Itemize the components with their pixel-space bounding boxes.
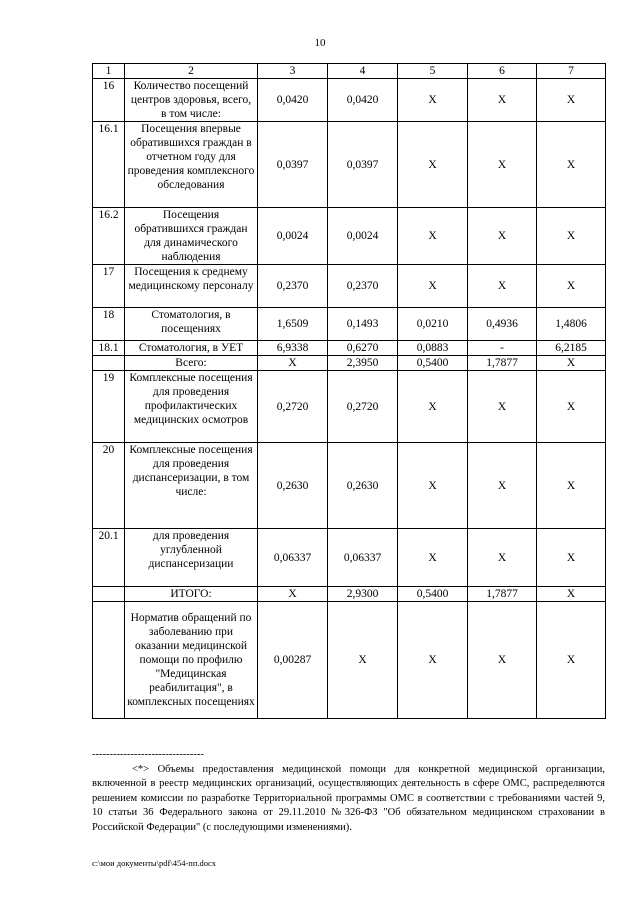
value-col3: 0,06337: [258, 529, 328, 587]
value-col3: 0,2630: [258, 443, 328, 529]
value-col6: Х: [468, 265, 537, 308]
value-col7: Х: [537, 208, 606, 265]
value-col5: Х: [398, 602, 468, 719]
row-name: Комплексные посещения для проведения диспансеризации, в том числе:: [125, 443, 258, 529]
value-col4: 2,9300: [328, 587, 398, 602]
table-row: [93, 443, 606, 529]
row-number: 19: [93, 371, 125, 443]
table-row: [93, 341, 606, 356]
value-col6: 0,4936: [468, 308, 537, 341]
volume-table: [92, 63, 606, 719]
value-col3: 1,6509: [258, 308, 328, 341]
value-col6: Х: [468, 529, 537, 587]
value-col3: Х: [258, 356, 328, 371]
row-name: Стоматология, в посещениях: [125, 308, 258, 341]
value-col6: Х: [468, 371, 537, 443]
row-number: [93, 356, 125, 371]
value-col7: Х: [537, 602, 606, 719]
row-number: 20: [93, 443, 125, 529]
value-col3: 0,00287: [258, 602, 328, 719]
value-col4: 0,0420: [328, 79, 398, 122]
value-col7: Х: [537, 122, 606, 208]
value-col5: Х: [398, 79, 468, 122]
value-col5: 0,5400: [398, 587, 468, 602]
table-row: [93, 602, 606, 719]
header-cell: 7: [537, 64, 606, 79]
table-row: [93, 79, 606, 122]
value-col3: 0,2370: [258, 265, 328, 308]
row-number: 18: [93, 308, 125, 341]
row-name: для проведения углубленной диспансеризации: [125, 529, 258, 587]
value-col4: 0,0397: [328, 122, 398, 208]
table-row: [93, 356, 606, 371]
file-path: c:\мои документы\pdf\454-пп.docx: [92, 858, 217, 868]
row-name: Посещения к среднему медицинскому персоналу: [125, 265, 258, 308]
value-col5: Х: [398, 443, 468, 529]
row-number: 20.1: [93, 529, 125, 587]
value-col7: Х: [537, 587, 606, 602]
value-col4: 0,0024: [328, 208, 398, 265]
value-col5: 0,5400: [398, 356, 468, 371]
value-col4: 0,06337: [328, 529, 398, 587]
row-number: 16.2: [93, 208, 125, 265]
value-col4: 0,1493: [328, 308, 398, 341]
value-col3: 6,9338: [258, 341, 328, 356]
value-col7: 1,4806: [537, 308, 606, 341]
value-col4: 0,2630: [328, 443, 398, 529]
value-col7: Х: [537, 265, 606, 308]
value-col6: Х: [468, 443, 537, 529]
value-col7: 6,2185: [537, 341, 606, 356]
row-name: Всего:: [125, 356, 258, 371]
header-cell: 5: [398, 64, 468, 79]
value-col5: Х: [398, 122, 468, 208]
table-header-row: [93, 64, 606, 79]
value-col3: 0,0397: [258, 122, 328, 208]
value-col5: 0,0210: [398, 308, 468, 341]
value-col5: Х: [398, 208, 468, 265]
row-name: Посещения обратившихся граждан для динамического наблюдения: [125, 208, 258, 265]
value-col5: Х: [398, 529, 468, 587]
table-row: [93, 208, 606, 265]
table-row: [93, 122, 606, 208]
value-col3: 0,0420: [258, 79, 328, 122]
table-row: [93, 308, 606, 341]
value-col7: Х: [537, 529, 606, 587]
footnote: [92, 748, 605, 835]
row-name: Посещения впервые обратившихся граждан в отчетном году для проведения комплексного обследования: [125, 122, 258, 208]
value-col6: -: [468, 341, 537, 356]
row-number: 16.1: [93, 122, 125, 208]
row-number: [93, 602, 125, 719]
value-col4: 0,2720: [328, 371, 398, 443]
row-name: Количество посещений центров здоровья, всего, в том числе:: [125, 79, 258, 122]
header-cell: 1: [93, 64, 125, 79]
row-name: ИТОГО:: [125, 587, 258, 602]
value-col4: 2,3950: [328, 356, 398, 371]
value-col6: 1,7877: [468, 587, 537, 602]
value-col5: Х: [398, 371, 468, 443]
value-col4: 0,2370: [328, 265, 398, 308]
value-col7: Х: [537, 371, 606, 443]
footnote-text: <*> Объемы предоставления медицинской помощи для конкретной медицинской организации, включенной в реестр медицинских организаций, осуществляющих деятельность в сфере ОМС, распределяются решением комиссии по разработке Территориальной программы ОМС в соответствии с требованиями частей 9, 10 статьи 36 Федерального закона от 29.11.2010 №326-ФЗ "Об обязательном медицинском страховании в Российской Федерации" (с последующими изменениями).: [92, 763, 605, 833]
value-col4: 0,6270: [328, 341, 398, 356]
header-cell: 6: [468, 64, 537, 79]
header-cell: 2: [125, 64, 258, 79]
header-cell: 4: [328, 64, 398, 79]
header-cell: 3: [258, 64, 328, 79]
value-col3: Х: [258, 587, 328, 602]
value-col7: Х: [537, 443, 606, 529]
value-col5: 0,0883: [398, 341, 468, 356]
value-col7: Х: [537, 79, 606, 122]
value-col6: Х: [468, 208, 537, 265]
row-number: [93, 587, 125, 602]
table-row: [93, 371, 606, 443]
value-col6: Х: [468, 79, 537, 122]
value-col6: 1,7877: [468, 356, 537, 371]
value-col6: Х: [468, 602, 537, 719]
value-col5: Х: [398, 265, 468, 308]
row-name: Стоматология, в УЕТ: [125, 341, 258, 356]
table-row: [93, 587, 606, 602]
footnote-separator: --------------------------------: [92, 749, 204, 760]
page-number: 10: [314, 37, 326, 49]
value-col6: Х: [468, 122, 537, 208]
row-number: 16: [93, 79, 125, 122]
value-col4: Х: [328, 602, 398, 719]
table-row: [93, 529, 606, 587]
row-number: 17: [93, 265, 125, 308]
table-row: [93, 265, 606, 308]
row-name: Норматив обращений по заболеванию при оказании медицинской помощи по профилю "Медицинская реабилитация", в комплексных посещениях: [125, 602, 258, 719]
row-number: 18.1: [93, 341, 125, 356]
value-col3: 0,2720: [258, 371, 328, 443]
row-name: Комплексные посещения для проведения профилактических медицинских осмотров: [125, 371, 258, 443]
value-col3: 0,0024: [258, 208, 328, 265]
value-col7: Х: [537, 356, 606, 371]
